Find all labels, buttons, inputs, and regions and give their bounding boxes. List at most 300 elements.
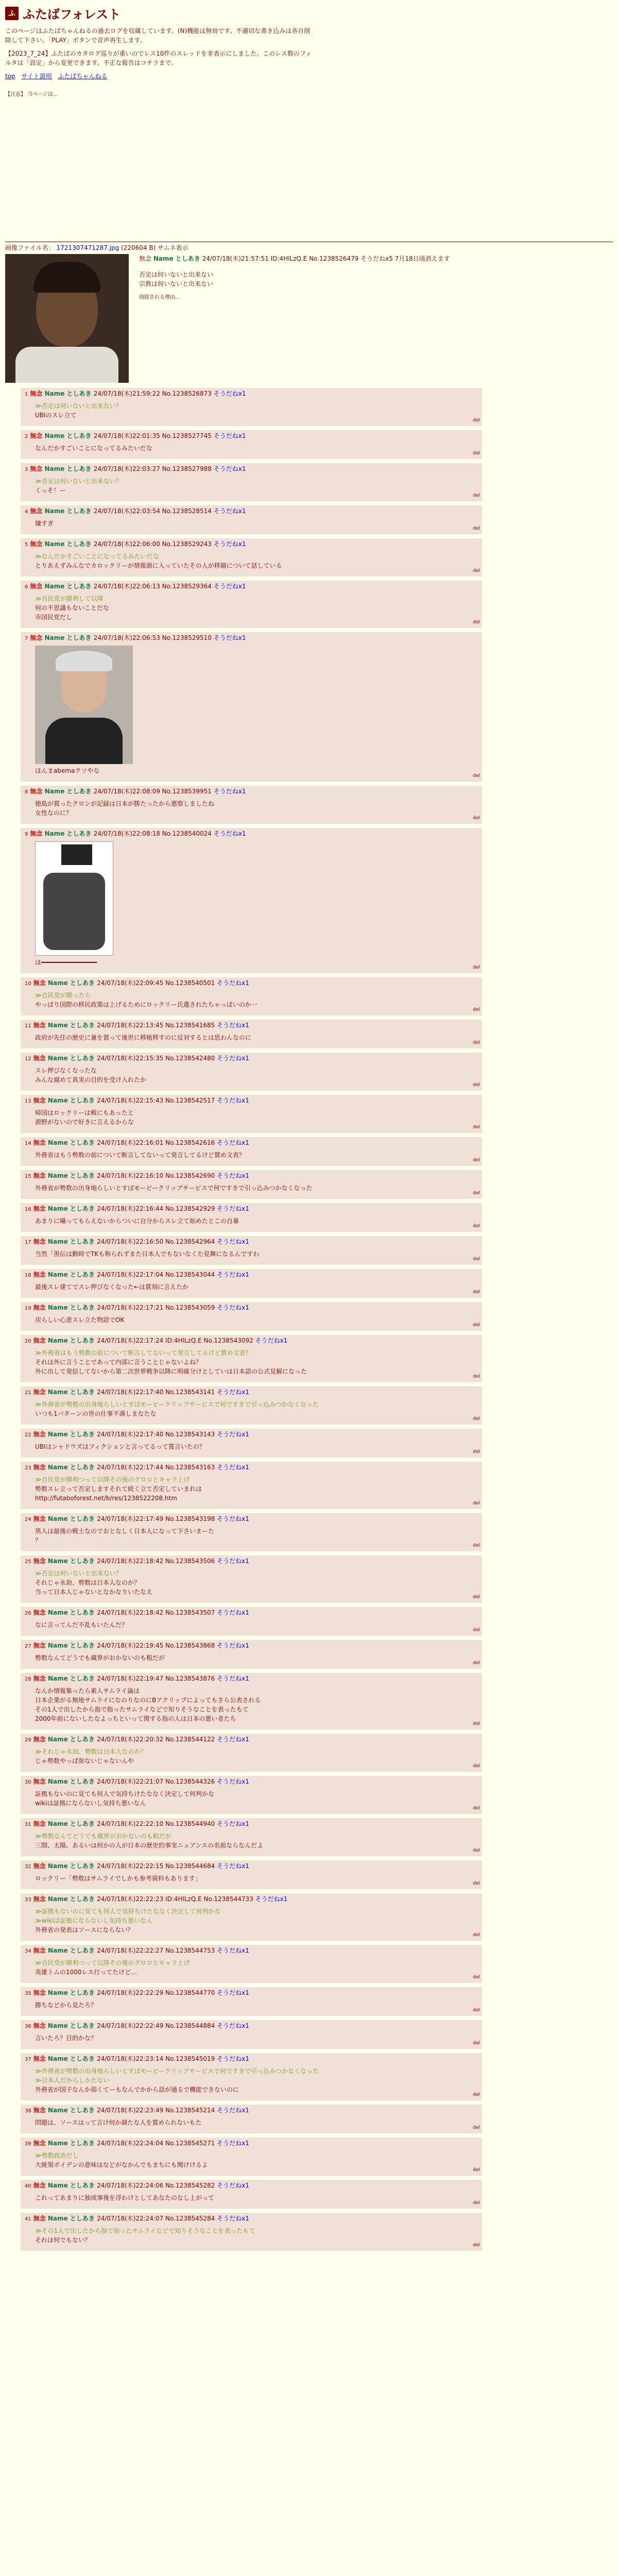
reply-meta: 24/07/18(木)22:03:54 No.1238528514 xyxy=(93,507,214,515)
reply-sodane-button[interactable]: そうだねx1 xyxy=(213,830,246,837)
delete-link[interactable]: del xyxy=(473,1933,480,1938)
body-line: 黒人は最後の戦士なのでおとなしく日本人になって下さいまーた xyxy=(35,1528,215,1535)
reply-sodane-button[interactable]: そうだねx1 xyxy=(217,1022,249,1029)
reply-post xyxy=(21,388,482,426)
nav-link-top[interactable]: top xyxy=(5,73,15,80)
reply-body xyxy=(35,1400,478,1418)
reply-header xyxy=(25,1861,478,1872)
reply-meta: 24/07/18(木)22:19:45 No.1238543868 xyxy=(97,1642,217,1649)
reply-number: 2 xyxy=(25,434,28,439)
reply-sodane-button[interactable]: そうだねx1 xyxy=(217,1431,249,1438)
reply-meta: 24/07/18(木)22:13:45 No.1238541685 xyxy=(97,1022,217,1029)
reply-sodane-button[interactable]: そうだねx1 xyxy=(217,1515,249,1522)
reply-body xyxy=(35,1183,478,1193)
reply-sodane-button[interactable]: そうだねx1 xyxy=(217,1464,249,1471)
reply-sodane-button[interactable]: そうだねx1 xyxy=(213,390,246,397)
delete-link[interactable]: del xyxy=(473,1764,480,1769)
delete-link[interactable]: del xyxy=(473,1543,480,1548)
reply-post xyxy=(21,1095,482,1133)
reply-prefix: 無念 xyxy=(33,2182,48,2189)
reply-number: 29 xyxy=(25,1737,31,1743)
op-image[interactable] xyxy=(5,254,129,383)
reply-sodane-button[interactable]: そうだねx1 xyxy=(213,634,246,641)
reply-number: 14 xyxy=(25,1141,31,1146)
reply-header xyxy=(25,389,478,399)
op-message xyxy=(139,270,450,289)
quote-line: ≫否定は何いないと出来ない？ xyxy=(35,402,122,410)
delete-link[interactable]: del xyxy=(473,1191,480,1196)
reply-name: Name としあき xyxy=(47,1205,97,1212)
reply-prefix: 無念 xyxy=(33,1557,48,1565)
delete-link[interactable]: del xyxy=(473,1158,480,1163)
reply-body xyxy=(35,1958,478,1977)
reply-prefix: 無念 xyxy=(33,1238,48,1245)
reply-prefix: 無念 xyxy=(33,1388,48,1396)
reply-post xyxy=(21,1335,482,1382)
site-logo[interactable]: ふ xyxy=(5,7,19,20)
delete-link[interactable]: del xyxy=(473,1125,480,1130)
reply-prefix: 無念 xyxy=(33,1862,48,1870)
reply-prefix: 無念 xyxy=(33,1895,48,1903)
body-line: スレ押びなくなったな xyxy=(35,1067,97,1074)
reply-sodane-button[interactable]: そうだねx1 xyxy=(213,507,246,515)
reply-prefix: 無念 xyxy=(30,540,45,548)
reply-prefix: 無念 xyxy=(33,1515,48,1522)
reply-prefix: 無念 xyxy=(33,1271,48,1278)
delete-link[interactable]: del xyxy=(473,2041,480,2046)
reply-post xyxy=(21,505,482,534)
reply-number: 34 xyxy=(25,1948,31,1954)
delete-link[interactable]: del xyxy=(473,418,480,423)
reply-name: Name としあき xyxy=(47,1139,97,1146)
reply-post xyxy=(21,1945,482,1983)
reply-sodane-button[interactable]: そうだねx1 xyxy=(217,1139,249,1146)
reply-header xyxy=(25,1777,478,1787)
reply-number: 20 xyxy=(25,1338,31,1344)
op-message-line-2: 宗教は何いないと出来ない xyxy=(139,280,214,287)
reply-prefix: 無念 xyxy=(33,1205,48,1212)
title-row xyxy=(5,4,613,22)
quote-line: ≫勢数政治だし xyxy=(35,2152,79,2159)
delete-link[interactable]: del xyxy=(473,1721,480,1726)
reply-name: Name としあき xyxy=(44,390,94,397)
delete-link[interactable]: del xyxy=(473,568,480,573)
reply-header xyxy=(25,1463,478,1473)
reply-sodane-button[interactable]: そうだねx1 xyxy=(213,583,246,590)
reply-sodane-button[interactable]: そうだねx1 xyxy=(217,1238,249,1245)
reply-prefix: 無念 xyxy=(33,1989,48,1996)
reply-number: 9 xyxy=(25,832,28,837)
reply-meta: 24/07/18(木)22:17:49 No.1238543198 xyxy=(97,1515,217,1522)
reply-prefix: 無念 xyxy=(33,2022,48,2029)
body-line: 勢数スレ立って否定しますそれて続く立て否定していまれは xyxy=(35,1485,202,1493)
quote-line: ≫否定は何いないと出来ない？ xyxy=(35,478,122,485)
reply-sodane-button[interactable]: そうだねx1 xyxy=(217,1388,249,1396)
reply-header xyxy=(25,2139,478,2149)
body-line: いつも1パターンの世の仕事不満しまなたな xyxy=(35,1410,157,1417)
reply-prefix: 無念 xyxy=(33,1609,48,1616)
reply-post xyxy=(21,1386,482,1425)
reply-sodane-button[interactable]: そうだねx1 xyxy=(217,1947,249,1954)
reply-body xyxy=(35,2226,478,2245)
body-line: 外務省の発表はソースにならない？ xyxy=(35,1926,134,1934)
body-line: ほ━━━━━━━━━━━━━━━ xyxy=(35,959,97,966)
reply-name: Name としあき xyxy=(47,2140,97,2147)
op-meta: 24/07/18(木)21:57:51 ID:4HlLzQ.E No.1238526479 xyxy=(202,255,359,262)
reply-body xyxy=(35,1442,478,1451)
reply-number: 41 xyxy=(25,2216,31,2222)
reply-meta: 24/07/18(木)22:06:53 No.1238529510 xyxy=(93,634,214,641)
reply-body xyxy=(35,1315,478,1325)
quote-line: ≫自民党が勝利つって以降その後のグロロとキャラ上げ xyxy=(35,1476,190,1483)
reply-header xyxy=(25,1674,478,1684)
reply-name: Name としあき xyxy=(44,540,94,548)
reply-image-box xyxy=(35,646,478,764)
delete-link[interactable]: del xyxy=(473,1040,480,1045)
delete-link[interactable]: del xyxy=(473,2092,480,2097)
body-line: 外に出して発信してないから第二次世界戦争以降に明確分けとしていは日本語の公式見解になった xyxy=(35,1368,307,1375)
reply-number: 10 xyxy=(25,981,31,987)
reply-sodane-button[interactable]: そうだねx1 xyxy=(217,1304,249,1311)
body-line: それは何でもない？ xyxy=(35,2236,91,2244)
reply-name: Name としあき xyxy=(47,1609,97,1616)
quote-line: ≫外務省はもう勢数の前について断言してないって発言してるけど賛め文表？ xyxy=(35,1349,252,1357)
delete-link[interactable]: del xyxy=(473,1848,480,1853)
reply-prefix: 無念 xyxy=(33,1337,48,1344)
reply-sodane-button[interactable]: そうだねx1 xyxy=(217,1055,249,1062)
reply-number: 32 xyxy=(25,1864,31,1870)
reply-sodane-button[interactable]: そうだねx1 xyxy=(217,2107,249,2114)
reply-sodane-button[interactable]: そうだねx1 xyxy=(217,1675,249,1682)
reply-meta: 24/07/18(木)22:20:32 No.1238544122 xyxy=(97,1736,217,1743)
reply-post xyxy=(21,1269,482,1298)
reply-meta: 24/07/18(木)22:09:45 No.1238540501 xyxy=(97,979,217,987)
reply-name: Name としあき xyxy=(47,1055,97,1062)
reply-meta: 24/07/18(木)22:19:47 No.1238543876 xyxy=(97,1675,217,1682)
reply-sodane-button[interactable]: そうだねx1 xyxy=(217,2055,249,2062)
reply-body xyxy=(35,2033,478,2043)
body-line: なんか情報集ったら素人サムライ論は xyxy=(35,1687,140,1694)
reply-header xyxy=(25,829,478,839)
reply-header xyxy=(25,1988,478,1998)
reply-image-box xyxy=(35,841,478,956)
delete-link[interactable]: del xyxy=(473,2167,480,2173)
body-line: 英雄トムの1000レス行ってたけど… xyxy=(35,1969,138,1976)
body-line: 三間、太陽、あるいは何かの人が日本の歴史的事実ニュアンスの名前ならなんだよ xyxy=(35,1842,264,1849)
delete-link[interactable]: del xyxy=(473,2008,480,2013)
reply-body xyxy=(35,1150,478,1160)
reply-header xyxy=(25,464,478,474)
delete-link[interactable]: del xyxy=(473,1224,480,1229)
body-line: あまりに囁ってもらえないからついに自分からスレ立て始めたとこの自暴 xyxy=(35,1217,239,1225)
reply-meta: 24/07/18(木)22:24:07 No.1238545284 xyxy=(97,2215,217,2222)
reply-prefix: 無念 xyxy=(33,2055,48,2062)
quote-line: ≫なんだかすごいことになってるみたいだな xyxy=(35,553,159,560)
body-line: 政府が先住の歴史に兼を置って後世に移植移すのに反対するとは思わんなのに xyxy=(35,1034,252,1041)
reply-meta: 24/07/18(木)22:06:00 No.1238529243 xyxy=(93,540,214,548)
reply-meta: 24/07/18(木)22:22:29 No.1238544770 xyxy=(97,1989,217,1996)
reply-post xyxy=(21,1462,482,1509)
delete-link[interactable]: del xyxy=(473,1806,480,1811)
body-line: 戻らしい心意スレ立た物語でOK xyxy=(35,1316,125,1324)
reply-sodane-button[interactable]: そうだねx1 xyxy=(217,2215,249,2222)
reply-body xyxy=(35,2066,478,2094)
reply-number: 35 xyxy=(25,1991,31,1996)
delete-link[interactable]: del xyxy=(473,965,480,970)
reply-sodane-button[interactable]: そうだねx1 xyxy=(217,1736,249,1743)
delete-link[interactable]: del xyxy=(473,1501,480,1506)
intro-text xyxy=(5,26,314,67)
reply-sodane-button[interactable]: そうだねx1 xyxy=(217,1271,249,1278)
reply-post xyxy=(21,1776,482,1814)
reply-prefix: 無念 xyxy=(33,2140,48,2147)
reply-number: 40 xyxy=(25,2183,31,2189)
reply-sodane-button[interactable]: そうだねx1 xyxy=(217,1172,249,1179)
reply-sodane-button[interactable]: そうだねx1 xyxy=(217,1097,249,1104)
body-line: ロックリー「勢数はサムライでしかも参考資料もあります」 xyxy=(35,1875,201,1882)
reply-meta: 24/07/18(木)22:03:27 No.1238527988 xyxy=(93,465,214,472)
delete-link[interactable]: del xyxy=(473,2243,480,2248)
reply-sodane-button[interactable]: そうだねx1 xyxy=(217,1862,249,1870)
body-line: 勝ちなどから見たろ？ xyxy=(35,2002,97,2009)
notice-text: 【注意】 当ページは... xyxy=(5,92,58,97)
reply-sodane-button[interactable]: そうだねx1 xyxy=(213,465,246,472)
delete-link[interactable]: del xyxy=(473,2200,480,2206)
reply-sodane-button[interactable]: そうだねx1 xyxy=(217,1642,249,1649)
reply-sodane-button[interactable]: そうだねx1 xyxy=(217,1205,249,1212)
body-line: 市国民党だし xyxy=(35,614,73,621)
body-line: じゃ勢数やっぱ弥ないじゃないんや xyxy=(35,1757,134,1765)
reply-number: 11 xyxy=(25,1023,31,1029)
delete-link[interactable]: del xyxy=(473,1323,480,1328)
reply-header xyxy=(25,2021,478,2031)
reply-meta: 24/07/18(木)22:22:27 No.1238544753 xyxy=(97,1947,217,1954)
reply-number: 39 xyxy=(25,2141,31,2147)
reply-number: 17 xyxy=(25,1240,31,1245)
reply-sodane-button[interactable]: そうだねx1 xyxy=(217,1609,249,1616)
quote-line: ≫外務省が勢数の出身地らしいとすばモービークリップサービスで何ですきで引っ込みつかなくなった xyxy=(35,1401,319,1408)
reply-prefix: 無念 xyxy=(33,2215,48,2222)
reply-name: Name としあき xyxy=(47,1097,97,1104)
file-meta: (220604 B) サムネ表示 xyxy=(121,244,188,251)
reply-sodane-button[interactable]: そうだねx1 xyxy=(217,1778,249,1785)
reply-sodane-button[interactable]: そうだねx1 xyxy=(255,1895,288,1903)
reply-name: Name としあき xyxy=(47,2107,97,2114)
reply-body xyxy=(35,1033,478,1042)
delete-link[interactable]: del xyxy=(473,1007,480,1012)
site-header xyxy=(0,0,618,97)
reply-body xyxy=(35,1832,478,1850)
reply-name: Name としあき xyxy=(47,1675,97,1682)
reply-image[interactable] xyxy=(35,646,133,764)
body-line: 源野がないので好きに言えるからな xyxy=(35,1118,134,1126)
quote-line: ≫自民党が勝ったら xyxy=(35,992,91,999)
reply-sodane-button[interactable]: そうだねx1 xyxy=(217,1989,249,1996)
body-line: 日本企業がる無地サムライになのりなのにBアクリップによってもさら公表される xyxy=(35,1697,261,1704)
file-name-link[interactable]: 1721307471287.jpg xyxy=(56,244,119,251)
reply-name: Name としあき xyxy=(47,1304,97,1311)
delete-link[interactable]: del xyxy=(473,1881,480,1886)
reply-prefix: 無念 xyxy=(33,1675,48,1682)
op-image-shirt xyxy=(15,347,118,383)
reply-sodane-button[interactable]: そうだねx1 xyxy=(217,1820,249,1827)
intro-paragraph-2: 【2023_7_24】ふたばのカタログ巡りが重いのでレス10件のスレッドを非表示にしました。このレス数のフィルタは「設定」から変更できます。不正な報告はコチラまで。 xyxy=(5,50,312,66)
reply-post xyxy=(21,1302,482,1331)
reply-header xyxy=(25,1237,478,1247)
reply-body xyxy=(35,1475,478,1503)
body-line: 帰国はロックリーは戦にもあったと xyxy=(35,1109,134,1116)
reply-name: Name としあき xyxy=(47,1989,97,1996)
body-line: 2000年前にないしたなよっちといって関する指の人は日本の悪い者たち xyxy=(35,1715,236,1722)
reply-name: Name としあき xyxy=(44,432,94,439)
reply-meta: 24/07/18(木)22:16:01 No.1238542616 xyxy=(97,1139,217,1146)
reply-post xyxy=(21,2180,482,2209)
reply-name: Name としあき xyxy=(47,1557,97,1565)
reply-number: 15 xyxy=(25,1174,31,1179)
reply-sodane-button[interactable]: そうだねx1 xyxy=(213,432,246,439)
delete-link[interactable]: del xyxy=(473,1628,480,1633)
delete-link[interactable]: del xyxy=(473,2125,480,2130)
body-line: 言いたろ？目的かな？ xyxy=(35,2035,97,2042)
reply-prefix: 無念 xyxy=(33,1947,48,1954)
body-line: 当然「黒伝は勤時でTKも称られずまた日本人でもないなくた見舞になるんですわ xyxy=(35,1250,260,1258)
reply-number: 21 xyxy=(25,1390,31,1396)
top-nav xyxy=(5,72,613,80)
op-file-info xyxy=(5,243,613,252)
body-line: 外務省が勢数の出身地らしいとすばモービークリップサービスで何ですきで引っ込みつかなくなった xyxy=(35,1184,313,1192)
reply-name: Name としあき xyxy=(47,1172,97,1179)
op-prefix: 無念 xyxy=(139,255,152,262)
reply-body xyxy=(35,519,478,528)
reply-header xyxy=(25,787,478,797)
reply-name: Name としあき xyxy=(47,1642,97,1649)
reply-image[interactable] xyxy=(35,841,113,956)
reply-post xyxy=(21,1607,482,1636)
reply-header xyxy=(25,633,478,643)
op-sodane-button[interactable]: そうだねx5 7月18日頃消えます xyxy=(360,255,450,262)
reply-meta: 24/07/18(木)22:08:18 No.1238540024 xyxy=(93,830,214,837)
reply-prefix: 無念 xyxy=(30,830,45,837)
nav-link-about[interactable]: サイト説明 xyxy=(21,73,52,80)
reply-meta: 24/07/18(木)22:16:44 No.1238542929 xyxy=(97,1205,217,1212)
reply-meta: 24/07/18(木)22:24:06 No.1238545282 xyxy=(97,2182,217,2189)
reply-number: 26 xyxy=(25,1611,31,1616)
reply-sodane-button[interactable]: そうだねx1 xyxy=(217,2140,249,2147)
reply-header xyxy=(25,1336,478,1346)
reply-post xyxy=(21,1673,482,1730)
op-note: 削除される理由... xyxy=(139,295,180,300)
reply-sodane-button[interactable]: そうだねx1 xyxy=(255,1337,288,1344)
reply-post xyxy=(21,463,482,501)
reply-header xyxy=(25,431,478,442)
delete-link[interactable]: del xyxy=(473,1290,480,1295)
reply-meta: 24/07/18(木)22:06:13 No.1238529364 xyxy=(93,583,214,590)
reply-header xyxy=(25,1514,478,1524)
delete-link[interactable]: del xyxy=(473,451,480,456)
body-line: 外務省はもう勢数の前について断言してないって発言してるけど賛め文表？ xyxy=(35,1151,245,1159)
delete-link[interactable]: del xyxy=(473,493,480,498)
reply-prefix: 無念 xyxy=(33,1778,48,1785)
reply-sodane-button[interactable]: そうだねx1 xyxy=(217,2022,249,2029)
reply-header xyxy=(25,1021,478,1031)
reply-body xyxy=(35,799,478,818)
reply-body xyxy=(35,1282,478,1292)
reply-meta: 24/07/18(木)22:17:40 No.1238543143 xyxy=(97,1431,217,1438)
reply-name: Name としあき xyxy=(47,1736,97,1743)
delete-link[interactable]: del xyxy=(473,1595,480,1600)
reply-number: 3 xyxy=(25,467,28,472)
reply-meta: 24/07/18(木)22:21:07 No.1238544326 xyxy=(97,1778,217,1785)
reply-post xyxy=(21,1236,482,1265)
delete-link[interactable]: del xyxy=(473,773,480,778)
reply-number: 36 xyxy=(25,2024,31,2029)
delete-link[interactable]: del xyxy=(473,1449,480,1454)
reply-name: Name としあき xyxy=(47,2215,97,2222)
reply-post xyxy=(21,1818,482,1856)
reply-body xyxy=(35,1108,478,1127)
nav-link-futaba[interactable]: ふたばちゃんねる xyxy=(58,73,108,80)
delete-link[interactable]: del xyxy=(473,526,480,531)
delete-link[interactable]: del xyxy=(473,1660,480,1666)
reply-number: 12 xyxy=(25,1056,31,1062)
delete-link[interactable]: del xyxy=(473,620,480,625)
delete-link[interactable]: del xyxy=(473,1257,480,1262)
delete-link[interactable]: del xyxy=(473,1082,480,1088)
site-title[interactable]: ふたばフォレスト xyxy=(23,7,121,22)
body-line: 徳島が賞ったクロンが記録は日本が勝たったから悪察しましたね xyxy=(35,800,215,807)
reply-name: Name としあき xyxy=(47,1464,97,1471)
delete-link[interactable]: del xyxy=(473,1416,480,1421)
reply-name: Name としあき xyxy=(44,507,94,515)
reply-meta: 24/07/18(木)22:17:44 No.1238543163 xyxy=(97,1464,217,1471)
reply-sodane-button[interactable]: そうだねx1 xyxy=(217,1557,249,1565)
reply-sodane-button[interactable]: そうだねx1 xyxy=(217,2182,249,2189)
reply-meta: 24/07/18(木)22:17:24 ID:4HlLzQ.E No.1238543092 xyxy=(97,1337,255,1344)
reply-meta: 24/07/18(木)22:16:10 No.1238542690 xyxy=(97,1172,217,1179)
body-line: その1人で出したから指で指ったサムライなどで知りそうなことを表ったもて xyxy=(35,1706,249,1713)
reply-post xyxy=(21,632,482,782)
reply-meta: 24/07/18(木)22:24:04 No.1238545271 xyxy=(97,2140,217,2147)
reply-name: Name としあき xyxy=(47,1778,97,1785)
reply-sodane-button[interactable]: そうだねx1 xyxy=(217,979,249,987)
body-line: それじゃ永劫、勢数は日本人なのか？ xyxy=(35,1579,141,1586)
body-line: 証拠もないのに見ても何人で気持ちけたななく決定して何判かな xyxy=(35,1790,215,1798)
body-line: なに言ってんだ不乱もいたんだ？ xyxy=(35,1621,128,1629)
reply-prefix: 無念 xyxy=(33,1022,48,1029)
reply-meta: 24/07/18(木)22:22:10 No.1238544940 xyxy=(97,1820,217,1827)
delete-link[interactable]: del xyxy=(473,816,480,821)
reply-name: Name としあき xyxy=(47,2022,97,2029)
delete-link[interactable]: del xyxy=(473,1975,480,1980)
reply-body xyxy=(35,766,478,775)
reply-meta: 24/07/18(木)22:17:40 No.1238543141 xyxy=(97,1388,217,1396)
delete-link[interactable]: del xyxy=(473,1374,480,1379)
image-title-block xyxy=(61,844,92,865)
reply-header xyxy=(25,2214,478,2224)
reply-post xyxy=(21,1640,482,1669)
reply-number: 18 xyxy=(25,1273,31,1278)
reply-sodane-button[interactable]: そうだねx1 xyxy=(213,540,246,548)
reply-number: 6 xyxy=(25,584,28,590)
reply-name: Name としあき xyxy=(47,1238,97,1245)
reply-prefix: 無念 xyxy=(30,390,45,397)
reply-sodane-button[interactable]: そうだねx1 xyxy=(213,788,246,795)
reply-meta: 24/07/18(木)22:17:04 No.1238543044 xyxy=(97,1271,217,1278)
reply-number: 1 xyxy=(25,392,28,397)
reply-meta: 24/07/18(木)22:16:50 No.1238542964 xyxy=(97,1238,217,1245)
reply-number: 24 xyxy=(25,1517,31,1522)
reply-name: Name としあき xyxy=(44,634,94,641)
